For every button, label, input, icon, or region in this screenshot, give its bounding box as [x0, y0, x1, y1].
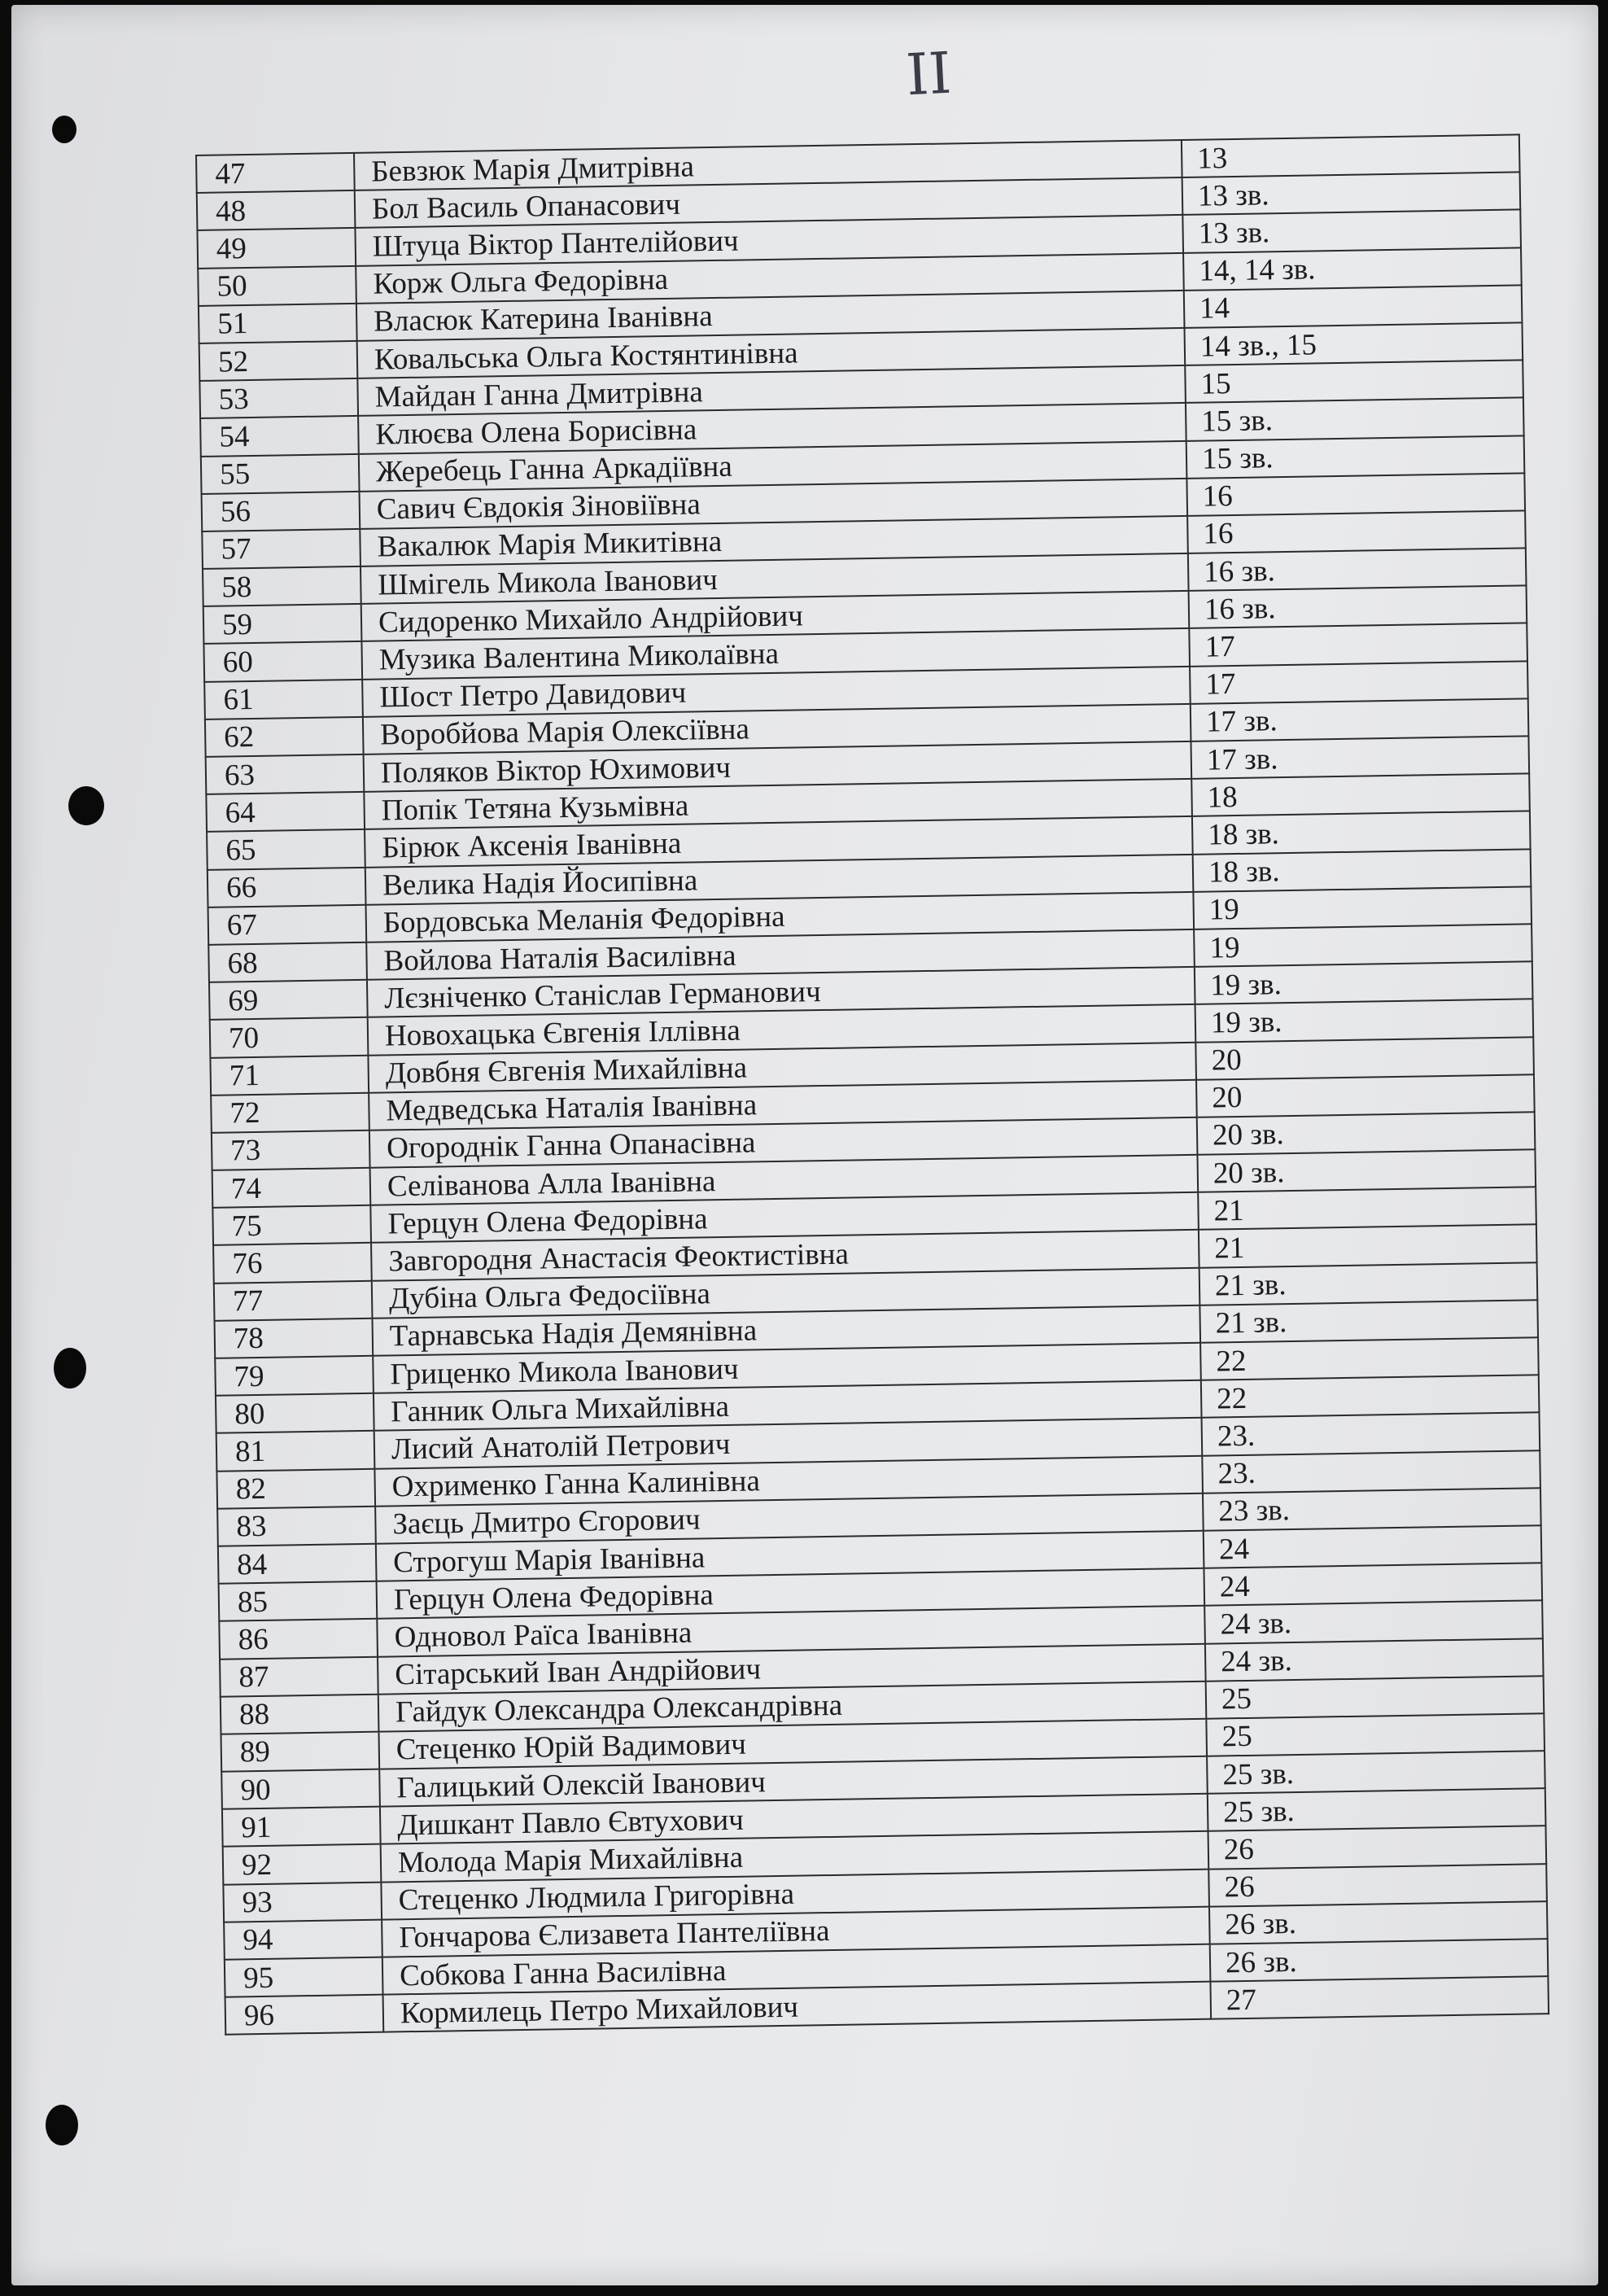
row-number-cell: 70 — [210, 1017, 369, 1057]
page-reference-cell: 20 — [1196, 1074, 1535, 1117]
page-reference-cell: 19 — [1194, 924, 1532, 967]
row-number-cell: 80 — [216, 1393, 374, 1433]
page-reference-cell: 26 — [1208, 1864, 1547, 1907]
person-name-cell: Сидоренко Михайло Андрійович — [361, 591, 1190, 641]
person-name-cell: Жеребець Ганна Аркадіївна — [359, 440, 1187, 491]
page-reference-cell: 26 зв. — [1210, 1939, 1549, 1982]
person-name-cell: Лисий Анатолій Петрович — [374, 1418, 1203, 1468]
person-name-cell: Шост Петро Давидович — [362, 667, 1191, 717]
person-name-cell: Строгуш Марія Іванівна — [376, 1531, 1204, 1581]
person-name-cell: Огороднік Ганна Опанасівна — [369, 1117, 1198, 1168]
row-number-cell: 78 — [215, 1319, 374, 1358]
person-name-cell: Собкова Ганна Василівна — [382, 1944, 1211, 1995]
page-reference-cell: 13 — [1182, 134, 1520, 177]
page-reference-cell: 26 зв. — [1209, 1901, 1548, 1944]
page-reference-cell: 15 зв. — [1186, 398, 1524, 441]
page-reference-cell: 23. — [1202, 1413, 1540, 1456]
row-number-cell: 90 — [221, 1769, 380, 1809]
row-number-cell: 51 — [199, 304, 357, 343]
page-reference-cell: 17 — [1190, 661, 1528, 704]
row-number-cell: 72 — [211, 1092, 369, 1132]
person-name-cell: Гончарова Єлизавета Пантеліївна — [382, 1907, 1210, 1957]
row-number-cell: 63 — [206, 754, 365, 794]
row-number-cell: 85 — [219, 1581, 378, 1621]
person-name-cell: Кормилець Петро Михайлович — [383, 1982, 1212, 2032]
person-name-cell: Велика Надія Йосипівна — [365, 854, 1194, 904]
row-number-cell: 54 — [200, 416, 359, 456]
row-number-cell: 62 — [205, 717, 364, 757]
row-number-cell: 68 — [208, 942, 367, 982]
punch-hole-top — [52, 116, 76, 143]
person-name-cell: Герцун Олена Федорівна — [377, 1568, 1205, 1619]
row-number-cell: 81 — [216, 1431, 375, 1471]
punch-hole-bottom — [46, 2105, 78, 2145]
page-reference-cell: 23. — [1202, 1450, 1540, 1493]
page-reference-cell: 13 зв. — [1182, 210, 1521, 253]
row-number-cell: 96 — [225, 1995, 384, 2035]
row-number-cell: 61 — [204, 679, 363, 719]
row-number-cell: 47 — [196, 153, 355, 193]
page-reference-cell: 27 — [1210, 1976, 1549, 2019]
person-name-cell: Ковальська Ольга Костянтинівна — [357, 328, 1186, 378]
page-reference-cell: 25 зв. — [1208, 1788, 1546, 1831]
row-number-cell: 92 — [223, 1844, 382, 1884]
person-name-cell: Бордовська Меланія Федорівна — [366, 892, 1195, 942]
page-reference-cell: 23 зв. — [1203, 1488, 1541, 1531]
person-name-cell: Клюєва Олена Борисівна — [358, 403, 1186, 453]
row-number-cell: 88 — [221, 1694, 379, 1734]
row-number-cell: 75 — [212, 1205, 371, 1245]
row-number-cell: 84 — [218, 1544, 377, 1584]
person-name-cell: Штуца Віктор Пантелійович — [355, 215, 1183, 265]
row-number-cell: 71 — [210, 1055, 369, 1095]
row-number-cell: 50 — [198, 265, 356, 305]
page-reference-cell: 20 зв. — [1197, 1112, 1536, 1155]
row-number-cell: 93 — [223, 1882, 382, 1922]
person-name-cell: Тарнавська Надія Демянівна — [372, 1305, 1200, 1356]
page-reference-cell: 21 — [1199, 1225, 1537, 1268]
row-number-cell: 87 — [220, 1656, 378, 1696]
page-reference-cell: 16 зв. — [1189, 586, 1527, 629]
row-number-cell: 94 — [224, 1919, 382, 1959]
page-reference-cell: 13 зв. — [1182, 173, 1521, 216]
row-number-cell: 69 — [209, 980, 368, 1020]
page-reference-cell: 18 зв. — [1192, 811, 1531, 855]
row-number-cell: 76 — [213, 1243, 372, 1283]
person-name-cell: Сітарський Іван Андрійович — [378, 1643, 1206, 1694]
page-reference-cell: 18 — [1191, 774, 1530, 817]
person-name-cell: Новохацька Євгенія Іллівна — [368, 1004, 1196, 1055]
person-name-cell: Попік Тетяна Кузьмівна — [364, 779, 1192, 829]
page-reference-cell: 21 зв. — [1199, 1262, 1538, 1305]
row-number-cell: 67 — [208, 905, 367, 945]
row-number-cell: 55 — [201, 453, 360, 493]
person-name-cell: Одновол Раїса Іванівна — [377, 1606, 1205, 1656]
punch-hole-upper-middle — [68, 786, 104, 825]
person-name-cell: Дишкант Павло Євтухович — [380, 1794, 1208, 1844]
person-name-cell: Галицький Олексій Іванович — [379, 1756, 1208, 1807]
register-table — [195, 133, 1549, 2036]
page-reference-cell: 16 — [1186, 473, 1525, 516]
person-name-cell: Охрименко Ганна Калинівна — [374, 1455, 1203, 1506]
row-number-cell: 86 — [219, 1619, 378, 1659]
page-reference-cell: 24 зв. — [1205, 1638, 1544, 1682]
person-name-cell: Войлова Наталія Василівна — [366, 929, 1195, 980]
row-number-cell: 83 — [217, 1506, 376, 1546]
page-reference-cell: 17 зв. — [1191, 698, 1529, 741]
page-reference-cell: 18 зв. — [1193, 849, 1532, 892]
person-name-cell: Стеценко Людмила Григорівна — [381, 1869, 1209, 1919]
row-number-cell: 52 — [199, 341, 358, 381]
person-name-cell: Майдан Ганна Дмитрівна — [357, 365, 1186, 416]
handwritten-page-mark: II — [904, 39, 953, 109]
row-number-cell: 82 — [216, 1468, 375, 1508]
page-reference-cell: 22 — [1201, 1375, 1540, 1418]
page-reference-cell: 25 зв. — [1207, 1751, 1545, 1794]
person-name-cell: Бірюк Аксенія Іванівна — [365, 816, 1193, 867]
person-name-cell: Лєзніченко Станіслав Германович — [367, 967, 1195, 1017]
page-reference-cell: 17 — [1189, 623, 1527, 667]
page-reference-cell: 14 зв., 15 — [1184, 322, 1523, 365]
person-name-cell: Савич Євдокія Зіновіївна — [360, 479, 1188, 529]
person-name-cell: Бол Василь Опанасович — [355, 177, 1183, 228]
row-number-cell: 73 — [212, 1131, 370, 1170]
page-reference-cell: 19 зв. — [1195, 961, 1533, 1004]
page-reference-cell: 14, 14 зв. — [1183, 247, 1522, 291]
person-name-cell: Корж Ольга Федорівна — [356, 253, 1184, 304]
row-number-cell: 66 — [208, 867, 366, 907]
person-name-cell: Музика Валентина Миколаївна — [361, 628, 1190, 679]
page-reference-cell: 20 зв. — [1197, 1149, 1536, 1192]
row-number-cell: 77 — [214, 1280, 373, 1320]
person-name-cell: Довбня Євгенія Михайлівна — [368, 1042, 1196, 1092]
row-number-cell: 58 — [203, 566, 361, 606]
page-reference-cell: 16 — [1187, 510, 1526, 553]
person-name-cell: Гриценко Микола Іванович — [373, 1343, 1201, 1393]
row-number-cell: 53 — [199, 378, 358, 418]
person-name-cell: Власюк Катерина Іванівна — [356, 291, 1185, 341]
page-reference-cell: 25 — [1206, 1713, 1545, 1756]
page-reference-cell: 25 — [1206, 1676, 1545, 1719]
row-number-cell: 57 — [202, 529, 360, 569]
row-number-cell: 59 — [203, 604, 362, 644]
person-name-cell: Поляков Віктор Юхимович — [364, 741, 1192, 792]
page-reference-cell: 19 зв. — [1195, 999, 1534, 1043]
page-reference-cell: 15 зв. — [1186, 435, 1525, 479]
person-name-cell: Вакалюк Марія Микитівна — [360, 516, 1188, 566]
row-number-cell: 89 — [221, 1732, 379, 1772]
register-table-body — [196, 134, 1549, 2035]
person-name-cell: Воробйова Марія Олексіївна — [363, 704, 1191, 754]
row-number-cell: 56 — [202, 492, 360, 531]
person-name-cell: Гайдук Олександра Олександрівна — [378, 1681, 1207, 1731]
person-name-cell: Шмігель Микола Іванович — [360, 553, 1189, 604]
page-reference-cell: 24 зв. — [1204, 1601, 1543, 1644]
person-name-cell: Ганник Ольга Михайлівна — [374, 1380, 1202, 1431]
page-reference-cell: 26 — [1208, 1826, 1547, 1870]
page-reference-cell: 15 — [1185, 361, 1523, 404]
person-name-cell: Дубіна Ольга Федосіївна — [372, 1267, 1200, 1318]
row-number-cell: 48 — [197, 190, 356, 230]
register-table-wrapper — [195, 134, 1494, 2036]
row-number-cell: 49 — [197, 228, 356, 268]
person-name-cell: Стеценко Юрій Вадимович — [378, 1719, 1207, 1769]
person-name-cell: Селіванова Алла Іванівна — [370, 1155, 1199, 1205]
page-reference-cell: 16 зв. — [1188, 548, 1527, 591]
row-number-cell: 74 — [212, 1168, 371, 1208]
page-reference-cell: 24 — [1204, 1563, 1542, 1606]
row-number-cell: 60 — [203, 641, 362, 681]
person-name-cell: Герцун Олена Федорівна — [370, 1192, 1199, 1243]
row-number-cell: 65 — [207, 829, 365, 869]
punch-hole-lower-middle — [54, 1348, 86, 1389]
page-reference-cell: 19 — [1193, 886, 1532, 929]
person-name-cell: Медведська Наталія Іванівна — [369, 1080, 1197, 1131]
page-reference-cell: 24 — [1204, 1525, 1542, 1568]
person-name-cell: Завгородня Анастасія Феоктистівна — [371, 1230, 1199, 1280]
page-reference-cell: 22 — [1200, 1337, 1539, 1380]
page-reference-cell: 21 — [1198, 1187, 1536, 1231]
page-reference-cell: 21 зв. — [1199, 1300, 1538, 1343]
person-name-cell: Бевзюк Марія Дмитрівна — [354, 140, 1182, 190]
page-reference-cell: 14 — [1184, 285, 1523, 328]
page-reference-cell: 20 — [1195, 1037, 1534, 1080]
row-number-cell: 64 — [206, 792, 365, 832]
row-number-cell: 91 — [222, 1807, 381, 1847]
person-name-cell: Молода Марія Михайлівна — [381, 1831, 1209, 1882]
row-number-cell: 95 — [225, 1957, 383, 1997]
page-reference-cell: 17 зв. — [1191, 736, 1529, 779]
person-name-cell: Заєць Дмитро Єгорович — [375, 1493, 1204, 1544]
row-number-cell: 79 — [215, 1356, 374, 1396]
